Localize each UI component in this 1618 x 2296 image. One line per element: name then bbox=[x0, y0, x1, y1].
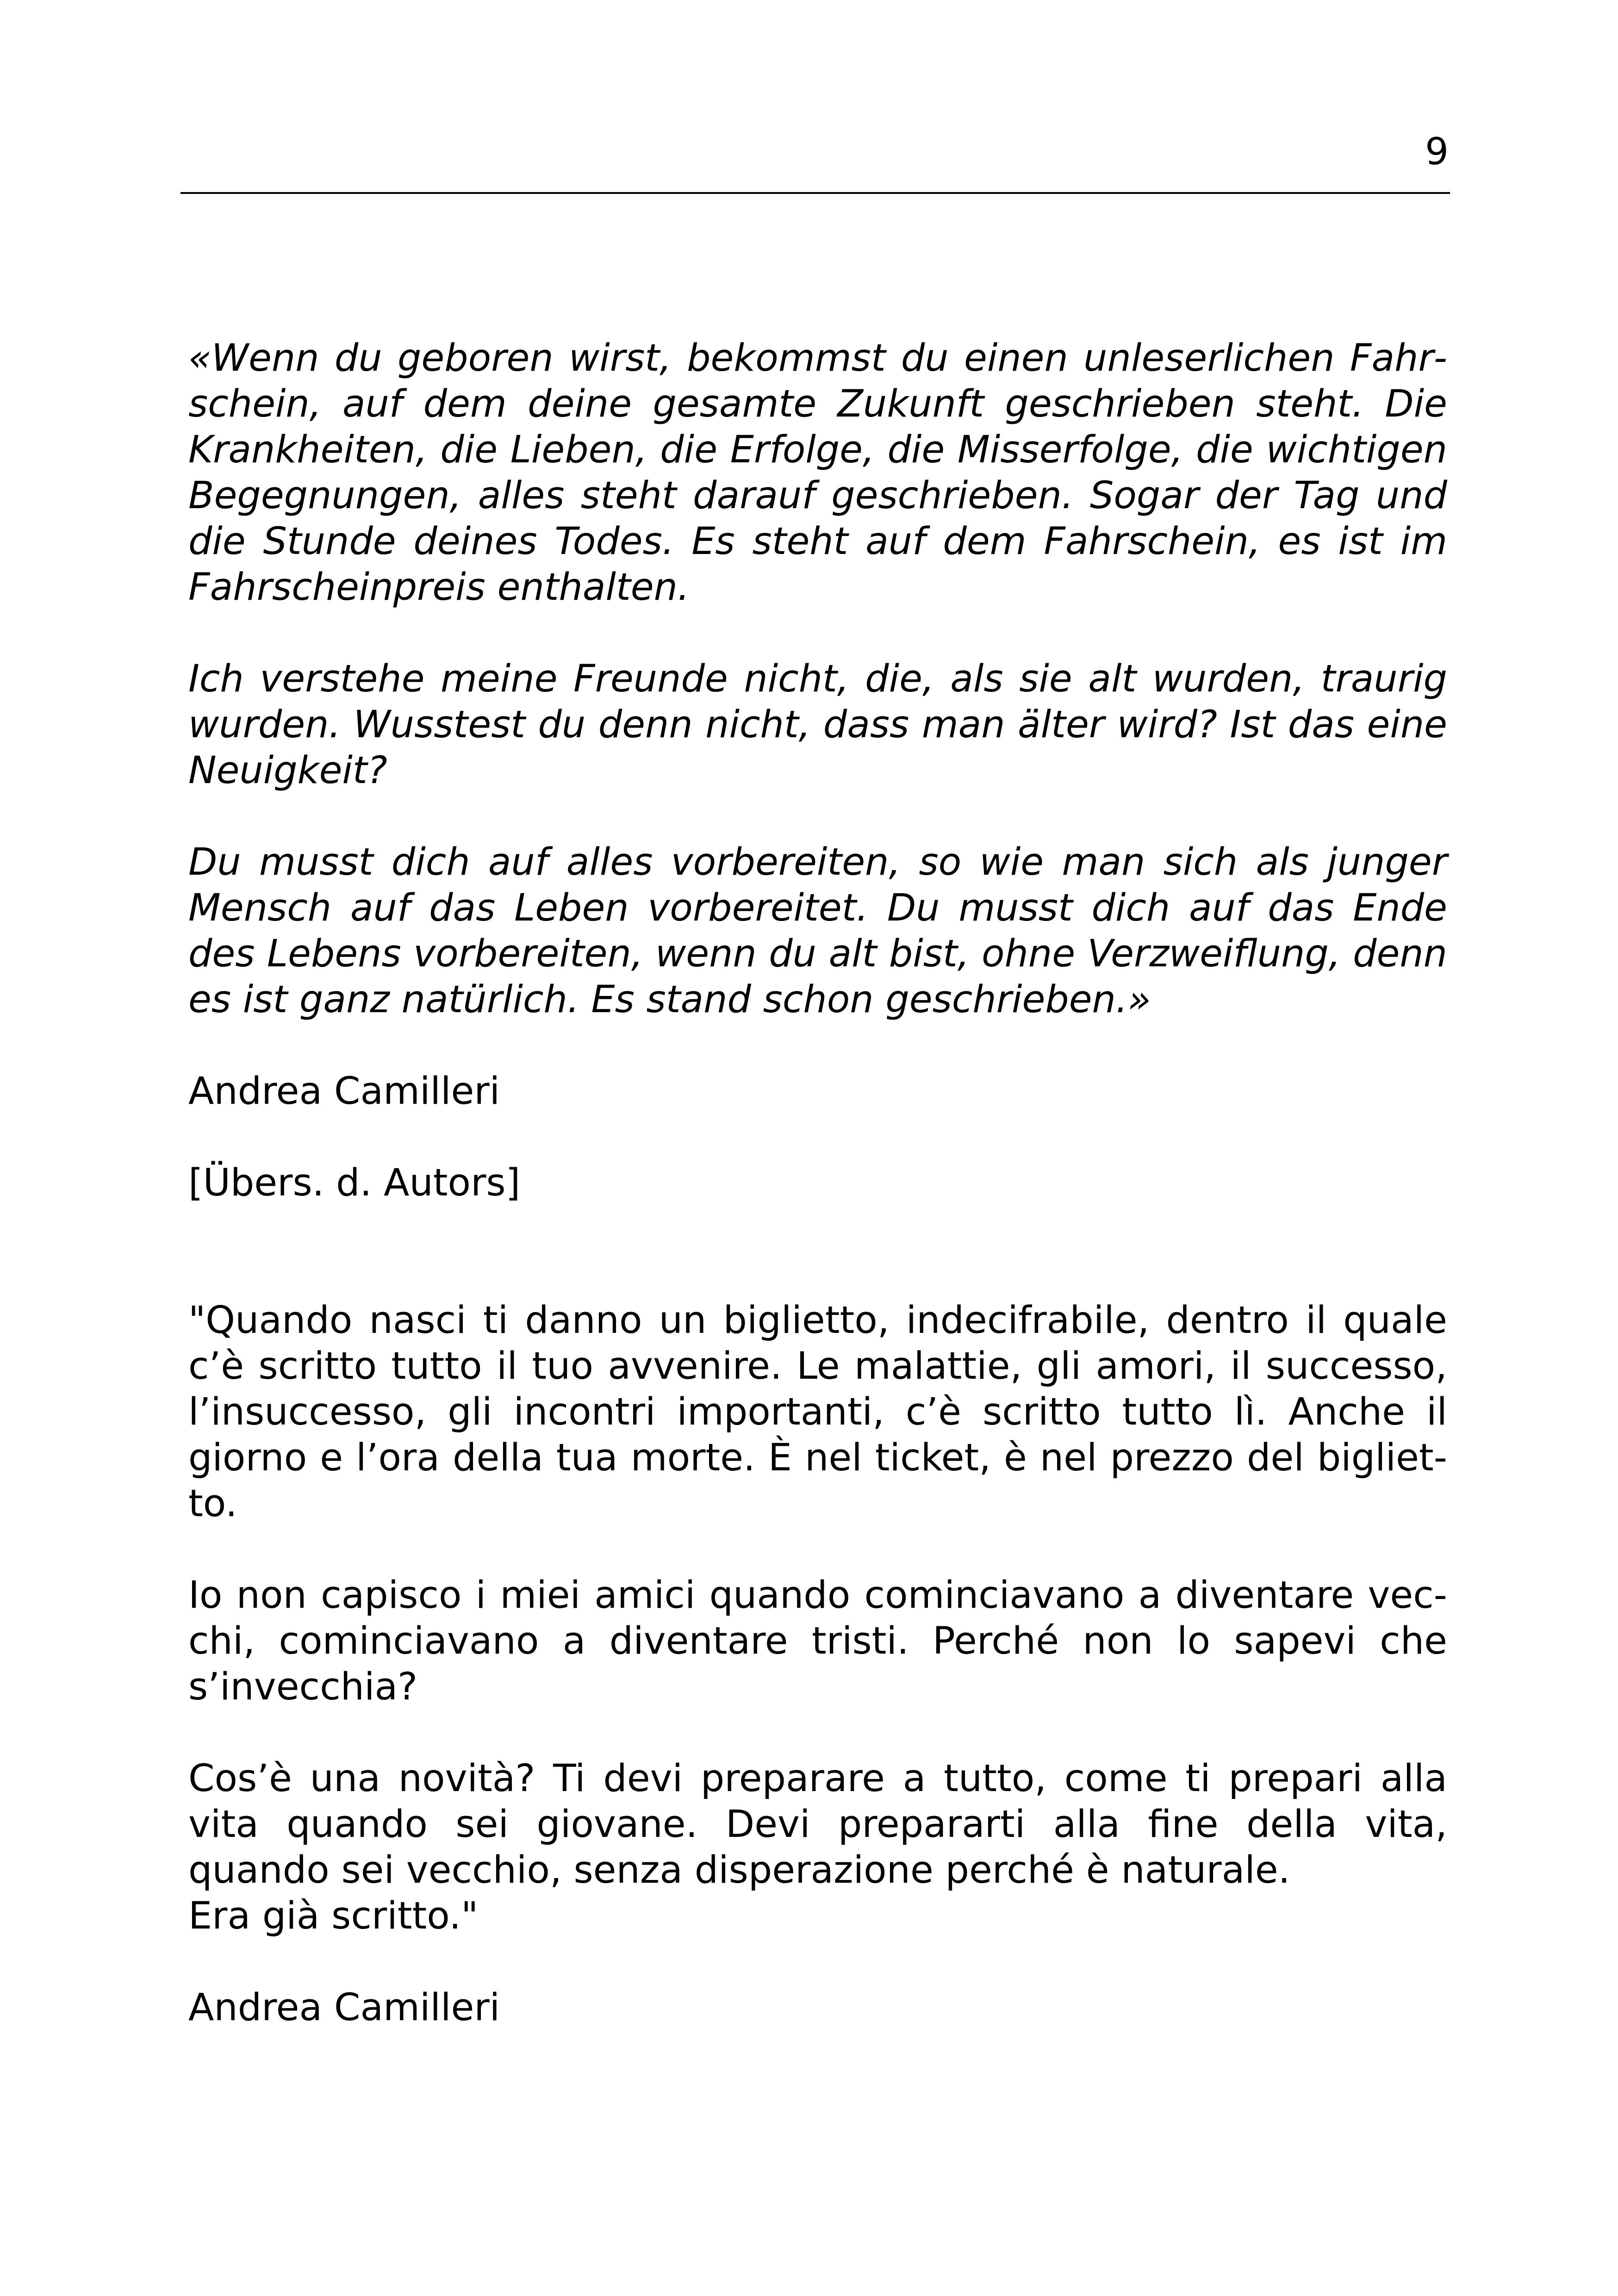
page-number: 9 bbox=[1425, 130, 1449, 173]
italian-quote-paragraph-1: "Quando nasci ti danno un biglietto, indecifrabile, dentro il quale c’è scritto tutto il tuo avvenire. Le malattie, gli amori, il successo, l’insuccesso, gli incontri importanti, c’è scritto tutto lì. Anche il giorno e l’ora della tua morte. È nel ticket, è nel prezzo del biglietto. bbox=[188, 1299, 1447, 1525]
header-rule bbox=[180, 192, 1450, 194]
german-quote-paragraph-1: «Wenn du geboren wirst, bekommst du einen unleserlichen Fahrschein, auf dem deine gesamte Zukunft geschrieben steht. Die Krankheiten, die Lieben, die Erfolge, die Misserfolge, die wichtigen Begegnungen, alles steht darauf geschrieben. Sogar der Tag und die Stunde deines Todes. Es steht auf dem Fahrschein, es ist im Fahrscheinpreis enthalten. bbox=[188, 336, 1447, 609]
italian-quote-author: Andrea Camilleri bbox=[188, 1986, 500, 2029]
italian-quote-paragraph-3: Cos’è una novità? Ti devi preparare a tutto, come ti prepari alla vita quando sei giovane. Devi prepararti alla fine della vita, quando sei vecchio, senza disperazione perché è naturale. bbox=[188, 1757, 1447, 1892]
italian-quote-paragraph-2: Io non capisco i miei amici quando cominciavano a diventare vecchi, cominciavano a diventare tristi. Perché non lo sapevi che s’invecchia? bbox=[188, 1574, 1447, 1709]
german-quote-author: Andrea Camilleri bbox=[188, 1070, 500, 1113]
translation-note: [Übers. d. Autors] bbox=[188, 1161, 521, 1205]
italian-quote-paragraph-4: Era già scritto." bbox=[188, 1894, 479, 1938]
german-quote-paragraph-3: Du musst dich auf alles vorbereiten, so wie man sich als junger Mensch auf das Leben vorbereitet. Du musst dich auf das Ende des Lebens vorbereiten, wenn du alt bist, ohne Verzweiflung, denn es ist ganz natürlich. Es stand schon geschrieben.» bbox=[188, 840, 1447, 1021]
page-body bbox=[188, 336, 1447, 2031]
german-quote-paragraph-2: Ich verstehe meine Freunde nicht, die, als sie alt wurden, traurig wurden. Wusstest du denn nicht, dass man älter wird? Ist das eine Neuigkeit? bbox=[188, 657, 1447, 792]
